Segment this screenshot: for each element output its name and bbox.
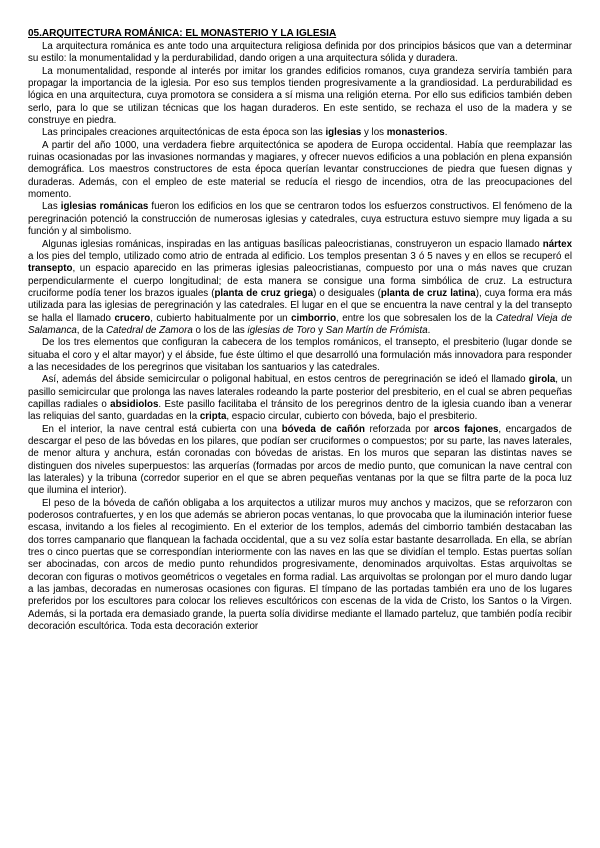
text-run: En el interior, la nave central está cubierta con una <box>42 423 282 435</box>
bold-term: planta de cruz griega <box>214 287 314 299</box>
text-run: y <box>315 324 326 336</box>
paragraph <box>28 127 572 139</box>
document-page <box>28 28 572 634</box>
text-run: La monumentalidad, responde al interés por imitar los grandes edificios romanos, cuya grandeza serviría también para propagar la importancia de la iglesia. Por eso sus templos tienden progresivamente a la grandiosidad. La perdurabilidad es lógica en una arquitectura, cuya promotora se considera a sí misma una religión eterna. Por ello sus edificios también deben serlo, para lo que se utilizan técnicas que los hagan duraderos. En este sentido, se rechaza el uso de la madera y se construye en piedra. <box>28 65 572 127</box>
italic-term: San Martín de Frómista <box>325 324 428 336</box>
bold-term: crucero <box>114 312 151 324</box>
bold-term: iglesias románicas <box>60 201 149 213</box>
text-run: , un pasillo semicircular que prolonga las naves laterales rodeando la parte posterior del presbiterio, en el cual se abren pequeñas capillas radiales o <box>28 374 572 410</box>
bold-term: girola <box>528 374 556 386</box>
bold-term: iglesias <box>325 127 362 139</box>
text-run: Las principales creaciones arquitectónicas de esta época son las <box>42 127 326 139</box>
text-run: , cubierto habitualmente por un <box>150 312 292 324</box>
bold-term: absidiolos <box>110 398 159 410</box>
paragraph <box>28 66 572 128</box>
bold-term: cripta <box>199 411 227 423</box>
text-run: , un espacio aparecido en las primeras iglesias paleocristianas, compuesto por una o más naves que cruzan perpendicularmente el cuerpo longitudinal; de esta manera se consigue una forma simbólica de cruz. La estructura cruciforme podía tener los brazos iguales ( <box>28 263 572 299</box>
text-run: . <box>427 324 431 336</box>
italic-term: Catedral de Zamora <box>106 324 193 336</box>
text-run: Así, además del ábside semicircular o poligonal habitual, en estos centros de peregrinación se ideó el llamado <box>42 374 529 386</box>
text-run: . <box>444 127 448 139</box>
bold-term: cimborrio <box>291 312 337 324</box>
text-run: . Este pasillo facilitaba el tránsito de los peregrinos dentro de la iglesia cuando iban a venerar las reliquias del santo, guardadas en la <box>28 398 572 423</box>
paragraph <box>28 374 572 423</box>
text-run: Algunas iglesias románicas, inspiradas en las antiguas basílicas paleocristianas, construyeron un espacio llamado <box>42 238 543 250</box>
paragraph <box>28 41 572 66</box>
bold-term: nártex <box>542 238 572 250</box>
italic-term: iglesias de Toro <box>247 324 316 336</box>
text-run: o los de las <box>192 324 248 336</box>
paragraph <box>28 140 572 202</box>
document-body <box>28 41 572 634</box>
document-title: 05.ARQUITECTURA ROMÁNICA: EL MONASTERIO Y LA IGLESIA <box>28 28 337 39</box>
text-run: , entre los que sobresalen los de la <box>336 312 496 324</box>
bold-term: bóveda de cañón <box>281 423 365 435</box>
text-run: ) o desiguales ( <box>313 287 381 299</box>
bold-term: monasterios <box>386 127 445 139</box>
italic-term: Catedral Vieja de Salamanca <box>28 312 572 336</box>
paragraph <box>28 239 572 338</box>
text-run: A partir del año 1000, una verdadera fiebre arquitectónica se apodera de Europa occidental. Había que reemplazar las ruinas ocasionadas por las invasiones normandas y magiares, y ofrecer nuevos edificios a una población en plena expansión demográfica. Los maestros constructores de esta época querían levantar construcciones de piedra que fuesen dignas y duraderas. Además, con el empleo de este material se reducía el riesgo de incendios, otra de las preocupaciones del momento. <box>28 139 572 201</box>
paragraph <box>28 498 572 634</box>
text-run: a los pies del templo, utilizado como atrio de entrada al edificio. Los templos presentan 3 ó 5 naves y en ellos se recuperó el <box>28 250 572 262</box>
text-run: y los <box>361 127 387 139</box>
paragraph <box>28 337 572 374</box>
text-run: De los tres elementos que configuran la cabecera de los templos románicos, el transepto, el presbiterio (lugar donde se situaba el coro y el altar mayor) y el ábside, fue éste último el que desarrolló una formulación más innovadora para responder a las necesidades de los peregrinos que visitaban los santuarios y las catedrales. <box>28 337 572 373</box>
text-run: , espacio circular, cubierto con bóveda, bajo el presbiterio. <box>226 411 478 423</box>
bold-term: planta de cruz latina <box>380 287 476 299</box>
text-run: El peso de la bóveda de cañón obligaba a los arquitectos a utilizar muros muy anchos y macizos, que se reforzaron con poderosos contrafuertes, y en los que además se abrieron pocas ventanas, lo que provocaba que la iluminación interior fuese escasa, invitando a los fieles al recogimiento. En el exterior de los templos, además del cimborrio también destacaban las dos torres campanario que flanquean la fachada occidental, que a su vez solía estar bastante desarrollada. En ella, se abrían tres o cinco puertas que se correspondían interiormente con las naves en las que se dividían el templo. Estas puertas solían ser abocinadas, con arcos de medio punto rehundidos progresivamente, denominados arquivoltas. Estas arquivoltas se decoran con figuras o motivos geométricos o vegetales en forma radial. Las arquivoltas se prolongan por el muro dando lugar a las jambas, decoradas en numerosas ocasiones con figuras. El tímpano de las portadas también era uno de los lugares preferidos por los escultores para colocar los relieves escultóricos con escenas de la vida de Cristo, los Santos o la Virgen. Además, si la portada era demasiado grande, la puerta solía dividirse mediante el llamado parteluz, que también podía recibir decoración escultórica. Toda esta decoración exterior <box>28 497 572 633</box>
paragraph <box>28 201 572 238</box>
text-run: reforzada por <box>364 423 434 435</box>
bold-term: arcos fajones <box>433 423 499 435</box>
bold-term: transepto <box>28 263 73 275</box>
text-run: , de la <box>76 324 107 336</box>
text-run: ), cuya forma era más utilizada para las iglesias de peregrinación y las catedrales. El lugar en el que se encuentra la nave central y la del transepto se halla el llamado <box>28 287 572 324</box>
paragraph <box>28 424 572 498</box>
text-run: , encargados de descargar el peso de las bóvedas en los pilares, que podían ser cruciformes o compuestos; por su parte, las naves laterales, de menor altura y anchura, están coronadas con bóvedas de aristas. En los muros que separan las distintas naves se distinguen dos niveles superpuestos: las arquerías (formadas por arcos de medio punto, que comunican la nave central con las laterales) y la tribuna (corredor superior en el que se abren pequeñas ventanas por la que se filtra parte de la poca luz que ilumina el interior). <box>28 423 572 497</box>
text-run: fueron los edificios en los que se centraron todos los esfuerzos constructivos. El fenómeno de la peregrinación potenció la construcción de numerosas iglesias y catedrales, cuya estructura estuvo siempre muy ligada a su función y al simbolismo. <box>28 201 572 238</box>
text-run: La arquitectura románica es ante todo una arquitectura religiosa definida por dos principios básicos que van a determinar su estilo: la monumentalidad y la perdurabilidad, dando origen a una arquitectura sólida y duradera. <box>28 41 572 65</box>
text-run: Las <box>42 201 61 213</box>
